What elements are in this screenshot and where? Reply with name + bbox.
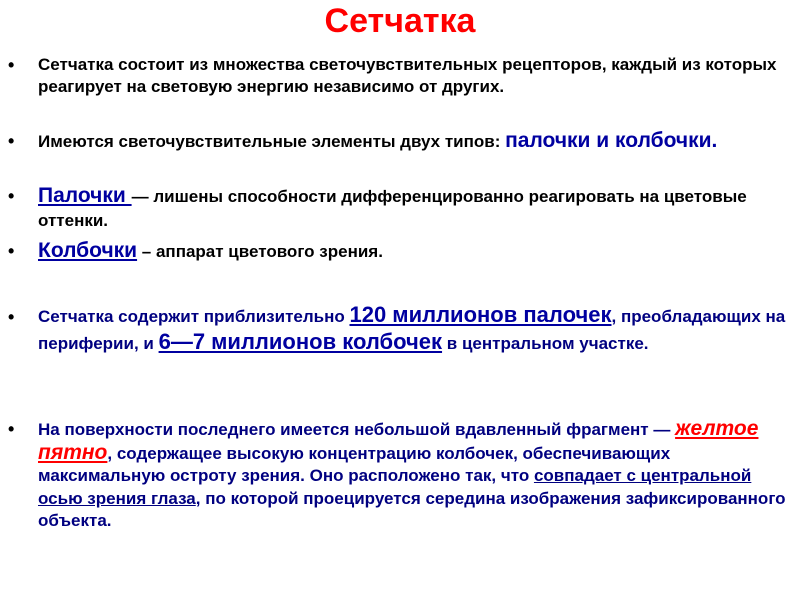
bullet-text xyxy=(38,302,786,356)
bullet-sentence: , преобладающих на периферии, и xyxy=(38,307,786,353)
bullet-sentence: Сетчатка содержит приблизительно xyxy=(38,307,350,326)
bullet-marker: • xyxy=(8,55,15,75)
bullet-sentence: – аппарат цветового зрения. xyxy=(137,242,383,261)
term-cones: Колбочки xyxy=(38,239,138,262)
bullet-text xyxy=(38,418,786,533)
bullet-sentence: , содержащее высокую концентрацию колбочек, обеспечивающих максимальную остроту зрения. Оно расположено так, что xyxy=(38,443,671,485)
bullet-sentence: Сетчатка состоит из множества светочувствительных рецепторов, каждый из которых реагирует на световую энергию независимо от других. xyxy=(38,55,777,96)
central-axis-phrase: совпадает с центральной осью зрения глаза xyxy=(38,466,752,508)
highlight-rods-cones: палочки и колбочки. xyxy=(505,129,718,152)
bullet-marker: • xyxy=(8,131,15,151)
bullet-marker: • xyxy=(8,186,15,206)
yellow-spot-term: желтое пятно xyxy=(38,417,759,464)
cones-count: 6—7 миллионов колбочек xyxy=(158,329,443,354)
bullet-text xyxy=(38,128,786,155)
bullet-sentence: , по которой проецируется середина изображения зафиксированного объекта. xyxy=(38,488,786,530)
term-rods: Палочки xyxy=(38,184,132,207)
bullet-text xyxy=(38,54,786,98)
bullet-sentence: в центральном участке. xyxy=(442,334,649,353)
slide-title: Сетчатка xyxy=(324,2,476,40)
bullet-marker: • xyxy=(8,241,15,261)
bullet-sentence: На поверхности последнего имеется небольшой вдавленный фрагмент — xyxy=(38,420,676,439)
bullet-text xyxy=(38,184,786,233)
rods-count: 120 миллионов палочек xyxy=(349,302,612,327)
bullet-marker: • xyxy=(8,307,15,327)
bullet-marker: • xyxy=(8,419,15,439)
bullet-text xyxy=(38,238,786,265)
bullet-sentence: — лишены способности дифференцированно реагировать на цветовые оттенки. xyxy=(38,187,747,230)
bullet-sentence: Имеются светочувствительные элементы двух типов: xyxy=(38,132,506,151)
